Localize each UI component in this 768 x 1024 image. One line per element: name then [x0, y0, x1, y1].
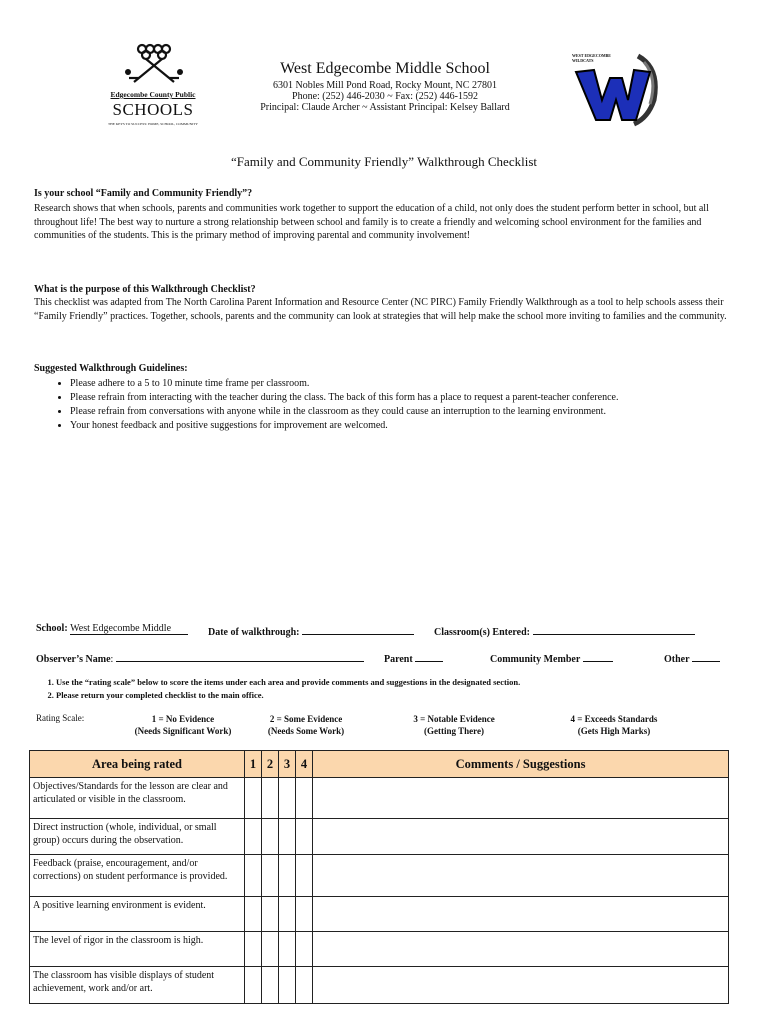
comment-cell[interactable] — [313, 855, 729, 897]
table-row — [30, 778, 729, 819]
other-field — [664, 650, 720, 665]
table-row — [30, 932, 729, 967]
score-cell-4[interactable] — [296, 967, 313, 1004]
school-input[interactable]: West Edgecombe Middle — [70, 623, 188, 635]
date-input[interactable] — [302, 623, 414, 635]
instructions-list — [36, 676, 736, 702]
header-score-2: 2 — [262, 751, 279, 778]
area-cell: Objectives/Standards for the lesson are clear and articulated or visible in the classroom. — [30, 778, 245, 819]
instruction-item: 2. Please return your completed checklist to the main office. — [56, 689, 736, 702]
score-cell-1[interactable] — [245, 855, 262, 897]
area-cell: The classroom has visible displays of student achievement, work and/or art. — [30, 967, 245, 1004]
score-cell-2[interactable] — [262, 967, 279, 1004]
district-tagline: THE KEYS TO SUCCESS: HOME, SCHOOL, COMMUNITY — [108, 122, 198, 126]
score-cell-4[interactable] — [296, 932, 313, 967]
district-name: Edgecombe County Public — [110, 90, 196, 99]
friendly-heading: Is your school “Family and Community Friendly”? — [34, 188, 253, 199]
observer-input[interactable] — [116, 650, 364, 662]
score-cell-2[interactable] — [262, 897, 279, 932]
guidelines-list — [34, 377, 734, 433]
score-cell-2[interactable] — [262, 932, 279, 967]
header-area: Area being rated — [30, 751, 245, 778]
scale-item-2: 2 = Some Evidence (Needs Some Work) — [267, 714, 345, 736]
comment-cell[interactable] — [313, 819, 729, 855]
rating-scale-label: Rating Scale: — [36, 713, 85, 723]
scale-item-3: 3 = Notable Evidence (Getting There) — [413, 714, 495, 736]
district-schools-word: SCHOOLS — [112, 100, 194, 119]
header-score-4: 4 — [296, 751, 313, 778]
score-cell-1[interactable] — [245, 778, 262, 819]
crossed-keys-icon — [100, 42, 206, 88]
parent-field — [384, 650, 443, 665]
date-field — [208, 623, 414, 638]
score-cell-4[interactable] — [296, 819, 313, 855]
other-checkbox[interactable] — [692, 650, 720, 662]
area-cell: Feedback (praise, encouragement, and/or corrections) on student performance is provided. — [30, 855, 245, 897]
score-cell-3[interactable] — [279, 819, 296, 855]
comment-cell[interactable] — [313, 967, 729, 1004]
score-cell-3[interactable] — [279, 932, 296, 967]
date-label: Date of walkthrough: — [208, 627, 300, 638]
school-principals: Principal: Claude Archer ~ Assistant Principal: Kelsey Ballard — [260, 102, 510, 113]
purpose-body: This checklist was adapted from The North Carolina Parent Information and Resource Center (NC PIRC) Family Friendly Walkthrough as a tool to help schools assess their “Family Friendly” practices. Together, schools, parents and the community can look at strategies that will help make the school more inviting to families and the community. — [34, 297, 727, 322]
svg-text:W: W — [614, 108, 615, 109]
score-cell-1[interactable] — [245, 967, 262, 1004]
rating-table — [29, 750, 729, 1004]
header-comments: Comments / Suggestions — [313, 751, 729, 778]
school-field — [36, 623, 188, 635]
classroom-input[interactable] — [533, 623, 695, 635]
score-cell-2[interactable] — [262, 855, 279, 897]
score-cell-4[interactable] — [296, 778, 313, 819]
other-label: Other — [664, 654, 690, 665]
page-title: “Family and Community Friendly” Walkthrough Checklist — [231, 154, 537, 169]
community-label: Community Member — [490, 654, 581, 665]
comment-cell[interactable] — [313, 932, 729, 967]
table-row — [30, 819, 729, 855]
guideline-item: • Please refrain from conversations with anyone while in the classroom as they could cause an interruption to the learning environment. — [70, 405, 734, 419]
community-checkbox[interactable] — [583, 650, 613, 662]
parent-checkbox[interactable] — [415, 650, 443, 662]
table-row — [30, 855, 729, 897]
score-cell-1[interactable] — [245, 897, 262, 932]
wildcats-logo — [568, 48, 664, 132]
area-cell: A positive learning environment is evident. — [30, 897, 245, 932]
score-cell-3[interactable] — [279, 967, 296, 1004]
score-cell-3[interactable] — [279, 897, 296, 932]
instruction-item: 1. Use the “rating scale” below to score the items under each area and provide comments and suggestions in the designated section. — [56, 676, 736, 689]
score-cell-1[interactable] — [245, 819, 262, 855]
school-address: 6301 Nobles Mill Pond Road, Rocky Mount, NC 27801 — [273, 80, 497, 91]
scale-item-4: 4 = Exceeds Standards (Gets High Marks) — [570, 714, 658, 736]
guideline-item: • Please refrain from interacting with the teacher during the class. The back of this form has a place to request a parent-teacher conference. — [70, 391, 734, 405]
score-cell-4[interactable] — [296, 897, 313, 932]
parent-label: Parent — [384, 654, 413, 665]
classroom-label: Classroom(s) Entered: — [434, 627, 531, 638]
district-logo — [100, 42, 206, 134]
comment-cell[interactable] — [313, 897, 729, 932]
table-row — [30, 897, 729, 932]
friendly-body: Research shows that when schools, parents and communities work together to support the education of a child, not only does the student perform better in school, but all throughout life! The best way to nurture a strong relationship between school and family is to create a friendly and welcoming school environment for the families and communities of the students. This is the primary method of improving parental and community involvement! — [34, 203, 709, 241]
observer-field: Observer’s Name: — [36, 650, 364, 665]
score-cell-2[interactable] — [262, 819, 279, 855]
guidelines-heading: Suggested Walkthrough Guidelines: — [34, 363, 188, 374]
header-score-3: 3 — [279, 751, 296, 778]
score-cell-3[interactable] — [279, 855, 296, 897]
table-header-row — [30, 751, 729, 778]
guideline-item: • Please adhere to a 5 to 10 minute time frame per classroom. — [70, 377, 734, 391]
wildcats-logo-text: WEST EDGECOMBE WILDCATS — [572, 53, 611, 63]
comment-cell[interactable] — [313, 778, 729, 819]
school-label: School: — [36, 623, 68, 634]
score-cell-4[interactable] — [296, 855, 313, 897]
scale-item-1: 1 = No Evidence (Needs Significant Work) — [134, 714, 232, 736]
area-cell: The level of rigor in the classroom is high. — [30, 932, 245, 967]
guideline-item: • Your honest feedback and positive suggestions for improvement are welcomed. — [70, 419, 734, 433]
score-cell-3[interactable] — [279, 778, 296, 819]
observer-label: Observer’s Name — [36, 654, 111, 665]
area-cell: Direct instruction (whole, individual, or small group) occurs during the observation. — [30, 819, 245, 855]
table-row — [30, 967, 729, 1004]
score-cell-2[interactable] — [262, 778, 279, 819]
community-field — [490, 650, 613, 665]
header-score-1: 1 — [245, 751, 262, 778]
classroom-field — [434, 623, 695, 638]
score-cell-1[interactable] — [245, 932, 262, 967]
school-name: West Edgecombe Middle School — [280, 60, 490, 77]
purpose-heading: What is the purpose of this Walkthrough Checklist? — [34, 284, 256, 295]
school-phone-fax: Phone: (252) 446-2030 ~ Fax: (252) 446-1592 — [292, 91, 478, 102]
